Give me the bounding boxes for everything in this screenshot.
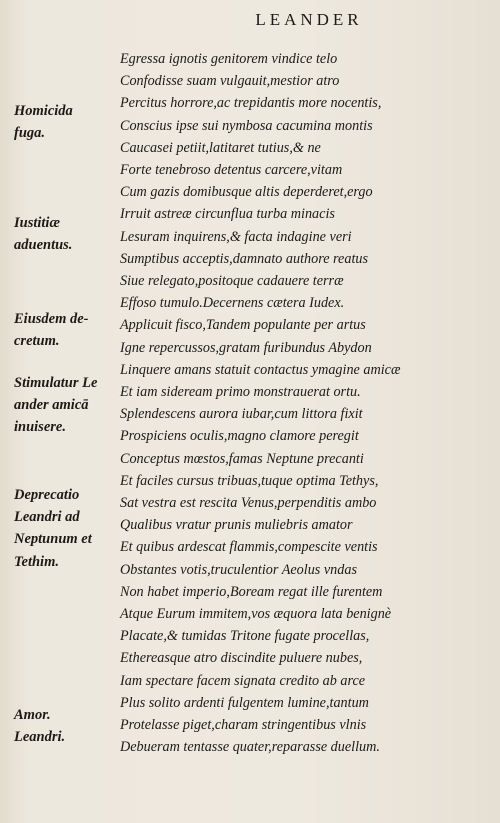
verse-line: Plus solito ardenti fulgentem lumine,tantum xyxy=(120,694,369,711)
marginal-note-line: Iustitiæ xyxy=(14,215,60,231)
marginal-note-amor xyxy=(14,704,122,748)
verse-line: Conceptus mœstos,famas Neptune precanti xyxy=(120,450,364,467)
verse-line: Conscius ipse sui nymbosa cacumina montis xyxy=(120,117,373,134)
verse-line: Igne repercussos,gratam furibundus Abydon xyxy=(120,339,372,356)
marginal-note-line: Eiusdem de- xyxy=(14,311,89,327)
verse-line: Irruit astreæ circunflua turba minacis xyxy=(120,206,335,223)
marginal-note-iustitiae xyxy=(14,212,122,256)
verse-line: Sat vestra est rescita Venus,perpenditis ambo xyxy=(120,495,377,512)
verse-line: Applicuit fisco,Tandem populante per artus xyxy=(120,317,366,334)
verse-line: Placate,& tumidas Tritone fugate procellas, xyxy=(120,628,370,645)
marginal-note-line: Neptunum et xyxy=(14,531,92,548)
verse-line: Et quibus ardescat flammis,compescite ventis xyxy=(120,539,378,556)
marginal-note-line: cretum. xyxy=(14,333,60,350)
verse-line: Lesuram inquirens,& facta indagine veri xyxy=(120,228,352,245)
marginal-note-line: aduentus. xyxy=(14,237,73,254)
marginal-note-deprecatio xyxy=(14,484,122,573)
verse-line: Et iam sideream primo monstrauerat ortu. xyxy=(120,384,361,401)
verse-line: Effoso tumulo.Decernens cætera Iudex. xyxy=(120,295,345,312)
verse-line: Prospiciens oculis,magno clamore peregit xyxy=(120,428,359,445)
marginal-note-line: Tethim. xyxy=(14,553,59,570)
verse-line: Iam spectare facem signata credito ab arce xyxy=(120,672,366,689)
marginal-note-line: Deprecatio xyxy=(14,487,80,503)
verse-line: Debueram tentasse quater,reparasse duellum. xyxy=(120,739,380,756)
running-head: LEANDER xyxy=(255,10,363,29)
verse-line: Protelasse piget,charam stringentibus vlnis xyxy=(120,717,367,734)
verse-line: Ethereasque atro discindite puluere nubes, xyxy=(120,650,363,667)
marginal-note-homicida xyxy=(14,100,122,144)
marginal-note-line: fuga. xyxy=(14,125,46,142)
marginal-note-stimulatur xyxy=(14,372,122,439)
verse-line: Siue relegato,positoque cadauere terræ xyxy=(120,273,344,290)
marginal-note-line: ander amicā xyxy=(14,397,89,414)
verse-line: Forte tenebroso detentus carcere,vitam xyxy=(120,162,343,179)
marginal-note-line: Homicida xyxy=(14,103,73,119)
marginal-note-line: Stimulatur Le xyxy=(14,375,98,391)
verse-line: Sumptibus acceptis,damnato authore reatus xyxy=(120,250,368,267)
verse-line: Linquere amans statuit contactus ymagine amicæ xyxy=(120,361,401,378)
verse-line: Cum gazis domibusque altis deperderet,ergo xyxy=(120,184,373,201)
marginal-note-line: Leandri. xyxy=(14,729,66,746)
verse-line: Egressa ignotis genitorem vindice telo xyxy=(120,51,338,67)
verse-line: Caucasei petiit,latitaret tutius,& ne xyxy=(120,139,321,156)
verse-line: Percitus horrore,ac trepidantis more nocentis, xyxy=(120,95,382,112)
verse-line: Qualibus vratur prunis muliebris amator xyxy=(120,517,353,534)
verse-line: Obstantes votis,truculentior Aeolus vndas xyxy=(120,561,357,578)
marginal-note-line: inuisere. xyxy=(14,419,66,436)
marginal-note-eiusdem xyxy=(14,308,122,352)
verse-line: Confodisse suam vulgauit,mestior atro xyxy=(120,73,340,90)
verse-line: Atque Eurum immitem,vos æquora lata benignè xyxy=(120,606,392,623)
verse-line: Splendescens aurora iubar,cum littora fixit xyxy=(120,406,363,423)
verse-line: Et faciles cursus tribuas,tuque optima Tethys, xyxy=(120,472,379,489)
verse-line: Non habet imperio,Boream regat ille furentem xyxy=(120,583,383,600)
marginal-note-line: Leandri ad xyxy=(14,509,80,526)
verse-block xyxy=(120,48,490,759)
marginal-note-line: Amor. xyxy=(14,707,51,723)
